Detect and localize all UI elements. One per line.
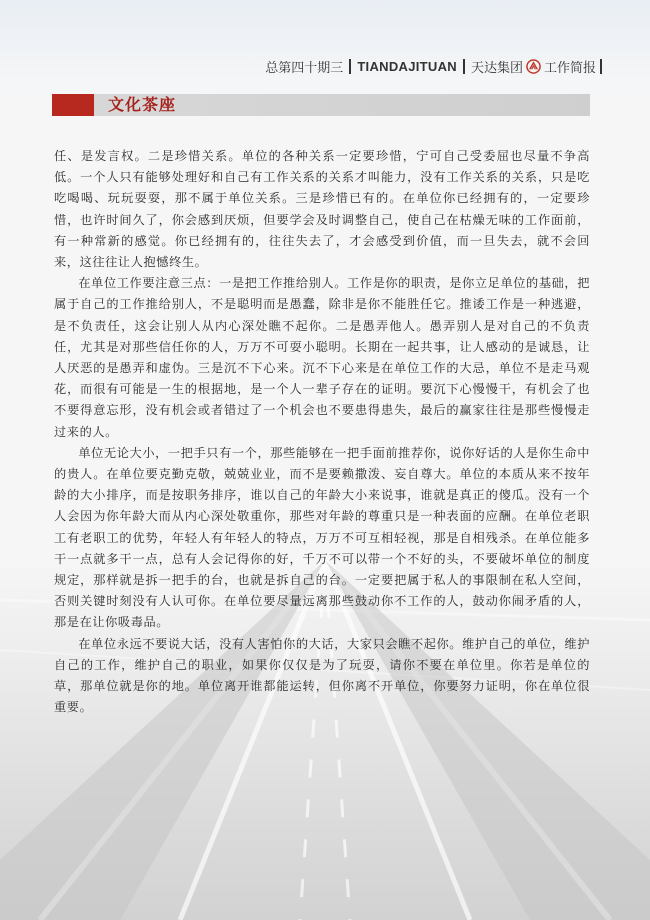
publication-name: 工作简报 <box>543 60 596 76</box>
article-paragraph: 在单位工作要注意三点：一是把工作推给别人。工作是你的职责，是你立足单位的基础，把属于自己的工作推给别人，不是聪明而是愚蠢，除非是你不能胜任它。推诿工作是一种逃避，是不负责任，这会让别人从内心深处瞧不起你。二是愚弄他人。愚弄别人是对自己的不负责任，尤其是对那些信任你的人，万万不可耍小聪明。长期在一起共事，让人感动的是诚恳，让人厌恶的是愚弄和虚伪。三是沉不下心来。沉不下心来是在单位工作的大忌，单位不是走马观花，而很有可能是一生的根据地，是一个人一辈子存在的证明。要沉下心慢慢干，有机会了也不要得意忘形，没有机会或者错过了一个机会也不要患得患失，最后的赢家往往是那些慢慢走过来的人。 <box>54 276 590 439</box>
article-paragraph: 在单位永远不要说大话，没有人害怕你的大话，大家只会瞧不起你。维护自己的单位，维护自己的工作，维护自己的职业，如果你仅仅是为了玩耍，请你不要在单位里。你若是单位的草，那单位就是你的地。单位离开谁都能运转，但你离不开单位，你要努力证明，你在单位很重要。 <box>54 636 590 715</box>
brand-chinese: 天达集团 <box>470 60 523 76</box>
article-body <box>54 146 590 718</box>
section-title: 文化茶座 <box>108 95 177 114</box>
brand-english: TIANDAJITUAN <box>357 58 457 74</box>
header-divider <box>463 59 465 74</box>
article-paragraph: 单位无论大小，一把手只有一个，那些能够在一把手面前推荐你，说你好话的人是你生命中的贵人。在单位要克勤克敬，兢兢业业，而不是要赖撒泼、妄自尊大。单位的本质从来不按年龄的大小排序，而是按职务排序，谁以自己的年龄大小来说事，谁就是真正的傻瓜。没有一个人会因为你年龄大而从内心深处敬重你，那些对年龄的尊重只是一种表面的应酬。在单位老职工有老职工的优势，年轻人有年轻人的特点，万万不可互相轻视，那是自相残杀。在单位能多干一点就多干一点，总有人会记得你的好，千万不可以带一个不好的头，不要破坏单位的制度规定，那样就是拆一把手的台，也就是拆自己的台。一定要把属于私人的事限制在私人空间，否则关键时刻没有人认可你。在单位要尽量远离那些鼓动你不工作的人，鼓动你闹矛盾的人，那是在让你吸毒品。 <box>54 445 590 630</box>
header-divider <box>600 59 602 74</box>
article-paragraph: 任、是发言权。二是珍惜关系。单位的各种关系一定要珍惜，宁可自己受委屈也尽量不争高低。一个人只有能够处理好和自己有工作关系的关系才叫能力，没有工作关系的关系，只是吃吃喝喝、玩玩耍耍，那不属于单位关系。三是珍惜已有的。在单位你已经拥有的，一定要珍惜，也许时间久了，你会感到厌烦，但要学会及时调整自己，使自己在枯燥无味的工作面前，有一种常新的感觉。你已经拥有的，往往失去了，才会感受到价值，而一旦失去，就不会回来，这往往让人抱憾终生。 <box>54 149 590 270</box>
issue-number: 总第四十期三 <box>265 60 344 76</box>
tianda-logo-icon <box>526 59 541 74</box>
section-header <box>52 94 590 116</box>
header-divider <box>349 59 351 74</box>
section-accent-block <box>52 94 94 116</box>
page-header <box>265 56 602 76</box>
